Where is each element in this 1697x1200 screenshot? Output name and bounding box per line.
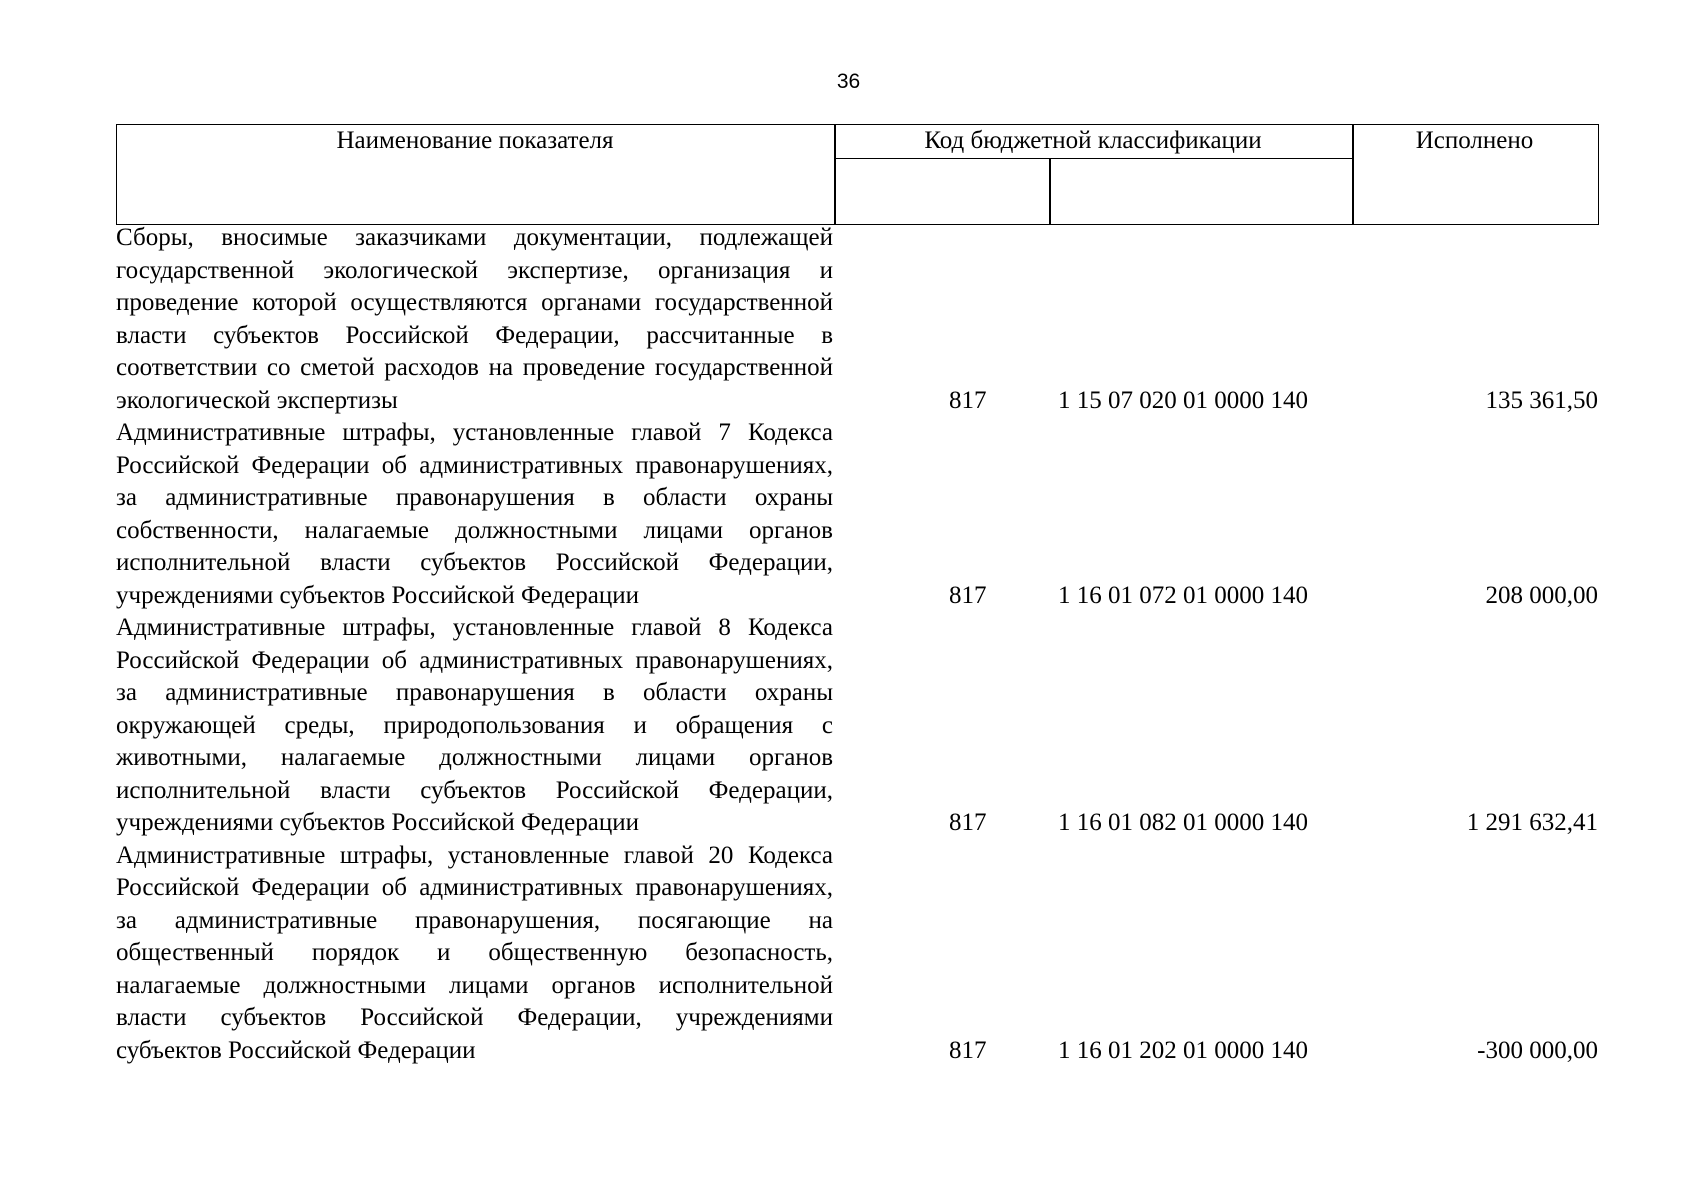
row-admin-code: 817 <box>949 581 987 609</box>
header-cell-admin-code <box>834 158 1051 225</box>
header-classification-label: Код бюджетной классификации <box>924 127 1262 154</box>
row-kbk: 1 15 07 020 01 0000 140 <box>1058 386 1308 414</box>
row-kbk: 1 16 01 082 01 0000 140 <box>1058 809 1308 836</box>
row-name: Сборы, вносимые заказчиками документации, подлежащей государственной экологической экспертизе, организация и проведение которой осуществляются органами государственной власти субъектов Российской Федерации, рассчитанные в соответствии со сметой расходов на проведение государственной экологической экспертизы <box>116 224 833 414</box>
row-amount: 1 291 632,41 <box>1466 809 1598 836</box>
row-name: Административные штрафы, установленные главой 8 Кодекса Российской Федерации об административных правонарушениях, за административные правонарушения в области охраны окружающей среды, природопользования и обращения с животными, налагаемые должностными лицами органов исполнительной власти субъектов Российской Федерации, учреждениями субъектов Российской Федерации <box>116 614 833 836</box>
row-amount: 135 361,50 <box>1485 386 1598 414</box>
row-amount: -300 000,00 <box>1477 1036 1598 1064</box>
table-row <box>116 222 1598 417</box>
row-kbk: 1 16 01 072 01 0000 140 <box>1058 581 1308 609</box>
row-amount: 208 000,00 <box>1485 581 1598 609</box>
table-row <box>116 840 1598 1068</box>
table-row <box>116 417 1598 612</box>
header-name-label: Наименование показателя <box>336 127 614 154</box>
header-cell-kbk <box>1049 158 1354 225</box>
table-header <box>116 124 1598 224</box>
row-name: Административные штрафы, установленные главой 7 Кодекса Российской Федерации об административных правонарушениях, за административные правонарушения в области охраны собственности, налагаемые должностными лицами органов исполнительной власти субъектов Российской Федерации, учреждениями субъектов Российской Федерации <box>116 419 833 609</box>
row-admin-code: 817 <box>949 809 987 836</box>
header-executed-label: Исполнено <box>1415 127 1534 154</box>
row-name: Административные штрафы, установленные главой 20 Кодекса Российской Федерации об административных правонарушениях, за административные правонарушения, посягающие на общественный порядок и общественную безопасность, налагаемые должностными лицами органов исполнительной власти субъектов Российской Федерации, учреждениями субъектов Российской Федерации <box>116 841 833 1064</box>
table-body <box>116 222 1598 1067</box>
page-number: 36 <box>836 70 861 93</box>
row-admin-code: 817 <box>949 1036 987 1064</box>
row-kbk: 1 16 01 202 01 0000 140 <box>1058 1036 1308 1064</box>
row-admin-code: 817 <box>949 386 987 414</box>
table-row <box>116 612 1598 840</box>
